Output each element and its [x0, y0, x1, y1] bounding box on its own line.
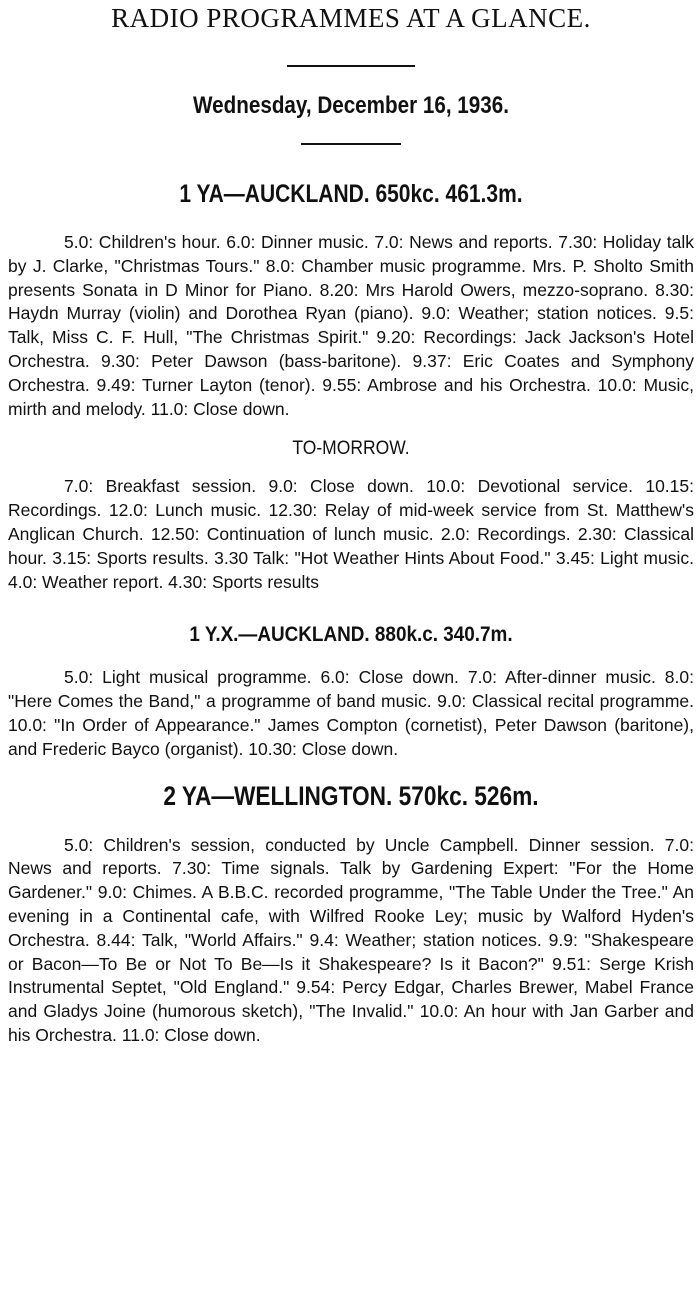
station-heading-1yx: 1 Y.X.—AUCKLAND. 880k.c. 340.7m. — [189, 623, 513, 647]
page-title: RADIO PROGRAMMES AT A GLANCE. — [111, 3, 591, 33]
programme-text-2ya: 5.0: Children's session, conducted by Uncle Campbell. Dinner session. 7.0: News and reports. 7.30: Time signals. Talk by Gardening Expert: "For the Home Gardener." 9.0: Chimes. A B.B.C. recorded programme, "The Table Under the Tree." An evening in a Continental cafe, with Wilfred Rooke Ley; music by Walford Hyden's Orchestra. 8.44: Talk, "World Affairs." 9.4: Weather; station notices. 9.9: "Shakespeare or Bacon—To Be or Not To Be—Is it Shakespeare? Is it Bacon?" 9.51: Serge Krish Instrumental Septet, "Old England." 9.54: Percy Edgar, Charles Brewer, Mabel France and Gladys Joine (humorous sketch), "The Invalid." 10.0: An hour with Jan Garber and his Orchestra. 11.0: Close down. — [8, 834, 694, 1045]
programme-text-1ya: 5.0: Children's hour. 6.0: Dinner music. 7.0: News and reports. 7.30: Holiday talk by J. Clarke, "Christmas Tours." 8.0: Chamber music programme. Mrs. P. Sholto Smith presents Sonata in D Minor for Piano. 8.20: Mrs Harold Owers, mezzo-soprano. 8.30: Haydn Murray (violin) and Dorothea Ryan (piano). 9.0: Weather; station notices. 9.5: Talk, Miss C. F. Hull, "The Christmas Spirit." 9.20: Recordings: Jack Jackson's Hotel Orchestra. 9.30: Peter Dawson (bass-baritone). 9.37: Eric Coates and Symphony Orchestra. 9.49: Turner Layton (tenor). 9.55: Ambrose and his Orchestra. 10.0: Music, mirth and melody. 11.0: Close down. — [8, 232, 694, 419]
programme-text-1yx: 5.0: Light musical programme. 6.0: Close down. 7.0: After-dinner music. 8.0: "Here Comes the Band," a programme of band music. 9.0: Classical recital programme. 10.0: "In Order of Appearance." James Compton (cornetist), Peter Dawson (baritone), and Frederic Bayco (organist). 10.30: Close down. — [8, 667, 694, 759]
date-divider — [301, 143, 401, 145]
programme-text-1ya-tomorrow: 7.0: Breakfast session. 9.0: Close down. 10.0: Devotional service. 10.15: Recordings. 12.0: Lunch music. 12.30: Relay of mid-week service from St. Matthew's Anglican Church. 12.50: Continuation of lunch music. 2.0: Recordings. 2.30: Classical hour. 3.15: Sports results. 3.30 Talk: "Hot Weather Hints About Food." 3.45: Light music. 4.0: Weather report. 4.30: Sports results — [8, 476, 694, 592]
tomorrow-heading: TO-MORROW. — [292, 438, 410, 460]
station-heading-2ya: 2 YA—WELLINGTON. 570kc. 526m. — [163, 780, 539, 811]
programme-date: Wednesday, December 16, 1936. — [193, 92, 509, 119]
station-heading-1ya: 1 YA—AUCKLAND. 650kc. 461.3m. — [179, 180, 523, 208]
title-divider — [287, 65, 415, 67]
